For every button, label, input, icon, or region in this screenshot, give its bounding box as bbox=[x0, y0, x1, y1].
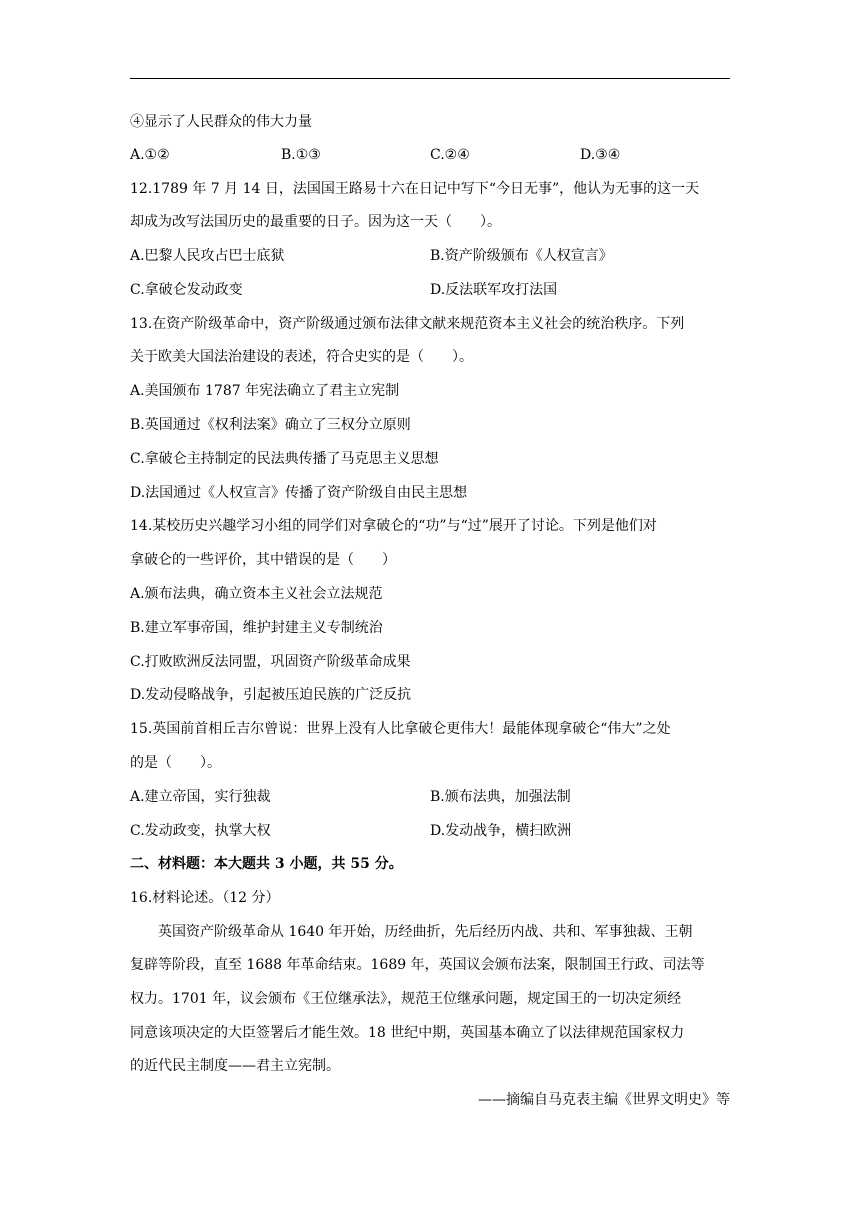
q12-option-d: D.反法联军攻打法国 bbox=[430, 282, 558, 298]
q15-option-d: D.发动战争，横扫欧洲 bbox=[430, 823, 572, 839]
q14-stem-line1: 14.某校历史兴趣学习小组的同学们对拿破仑的“功”与“过”展开了讨论。下列是他们对 bbox=[130, 518, 657, 534]
q14-option-b: B.建立军事帝国，维护封建主义专制统治 bbox=[130, 620, 383, 636]
q14-option-c: C.打败欧洲反法同盟，巩固资产阶级革命成果 bbox=[130, 654, 411, 670]
material-line: 权力。1701 年，议会颁布《王位继承法》，规范王位继承问题，规定国王的一切决定须经 bbox=[130, 991, 682, 1007]
q12-option-a: A.巴黎人民攻占巴士底狱 bbox=[130, 248, 285, 264]
q13-option-d: D.法国通过《人权宣言》传播了资产阶级自由民主思想 bbox=[130, 485, 468, 501]
section-heading: 二、材料题：本大题共 3 小题，共 55 分。 bbox=[130, 856, 403, 872]
material-line: 的近代民主制度——君主立宪制。 bbox=[130, 1058, 340, 1074]
q15-option-a: A.建立帝国，实行独裁 bbox=[130, 789, 271, 805]
material-source: ——摘编自马克表主编《世界文明史》等 bbox=[478, 1092, 730, 1108]
q11-statement-4: ④显示了人民群众的伟大力量 bbox=[130, 114, 312, 130]
q14-option-d: D.发动侵略战争，引起被压迫民族的广泛反抗 bbox=[130, 687, 412, 703]
material-line: 同意该项决定的大臣签署后才能生效。18 世纪中期，英国基本确立了以法律规范国家权力 bbox=[130, 1025, 685, 1041]
q15-option-b: B.颁布法典，加强法制 bbox=[430, 789, 571, 805]
q11-option-b: B.①③ bbox=[281, 147, 321, 163]
material-line: 英国资产阶级革命从 1640 年开始，历经曲折，先后经历内战、共和、军事独裁、王朝 bbox=[158, 924, 693, 940]
q14-option-a: A.颁布法典，确立资本主义社会立法规范 bbox=[130, 586, 383, 602]
q13-stem-line2: 关于欧美大国法治建设的表述，符合史实的是（ ）。 bbox=[130, 349, 473, 365]
material-line: 复辟等阶段，直至 1688 年革命结束。1689 年，英国议会颁布法案，限制国王行政、司法等 bbox=[130, 957, 705, 973]
q11-option-a: A.①② bbox=[130, 147, 170, 163]
q12-stem-line1: 12.1789 年 7 月 14 日，法国国王路易十六在日记中写下“今日无事”，他认为无事的这一天 bbox=[130, 181, 700, 197]
q16-title: 16.材料论述。（12 分） bbox=[130, 890, 280, 906]
q13-option-c: C.拿破仑主持制定的民法典传播了马克思主义思想 bbox=[130, 451, 439, 467]
q15-stem-line2: 的是（ ）。 bbox=[130, 755, 221, 771]
q11-option-d: D.③④ bbox=[580, 147, 621, 163]
header-rule bbox=[130, 78, 730, 79]
q13-stem-line1: 13.在资产阶级革命中，资产阶级通过颁布法律文献来规范资本主义社会的统治秩序。下列 bbox=[130, 316, 685, 332]
q12-option-b: B.资产阶级颁布《人权宣言》 bbox=[430, 248, 613, 264]
q11-option-c: C.②④ bbox=[430, 147, 470, 163]
q15-stem-line1: 15.英国前首相丘吉尔曾说：世界上没有人比拿破仑更伟大！最能体现拿破仑“伟大”之处 bbox=[130, 721, 671, 737]
q12-option-c: C.拿破仑发动政变 bbox=[130, 282, 243, 298]
q13-option-b: B.英国通过《权利法案》确立了三权分立原则 bbox=[130, 417, 411, 433]
q15-option-c: C.发动政变，执掌大权 bbox=[130, 823, 271, 839]
q13-option-a: A.美国颁布 1787 年宪法确立了君主立宪制 bbox=[130, 383, 400, 399]
q14-stem-line2: 拿破仑的一些评价，其中错误的是（ ） bbox=[130, 552, 396, 568]
q12-stem-line2: 却成为改写法国历史的最重要的日子。因为这一天（ ）。 bbox=[130, 214, 501, 230]
